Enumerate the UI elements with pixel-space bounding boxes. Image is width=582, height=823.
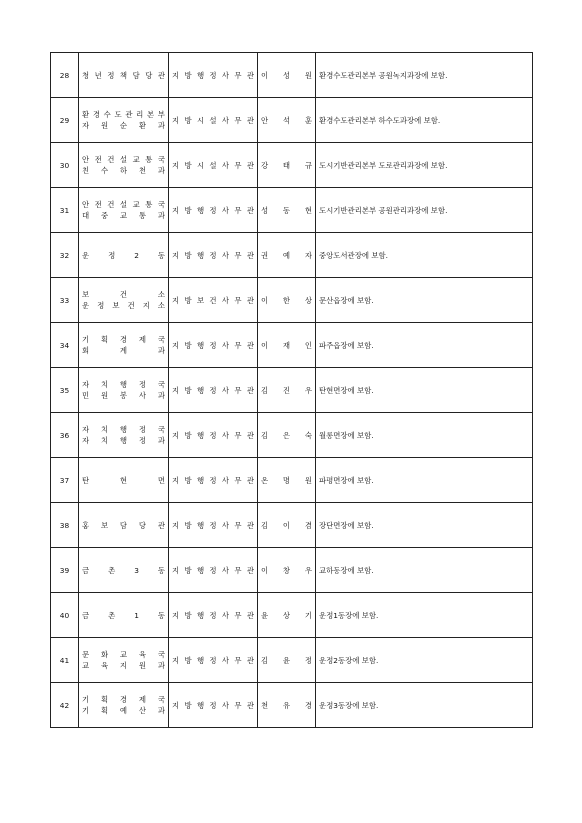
name-cell bbox=[258, 548, 316, 593]
row-number: 36 bbox=[51, 413, 79, 458]
position-cell bbox=[169, 278, 258, 323]
table-row bbox=[51, 188, 533, 233]
row-number: 39 bbox=[51, 548, 79, 593]
person-name: 김 윤 정 bbox=[261, 655, 312, 665]
assignment-note: 운정1동장에 보함. bbox=[316, 593, 533, 638]
person-name: 윤 상 기 bbox=[261, 610, 312, 620]
department-cell bbox=[79, 638, 169, 683]
name-cell bbox=[258, 413, 316, 458]
position-text: 지 방 시 설 사 무 관 bbox=[172, 160, 254, 170]
assignment-note: 탄현면장에 보함. bbox=[316, 368, 533, 413]
position-cell bbox=[169, 188, 258, 233]
position-cell bbox=[169, 593, 258, 638]
position-text: 지 방 행 정 사 무 관 bbox=[172, 250, 254, 260]
position-cell bbox=[169, 458, 258, 503]
assignment-note: 파평면장에 보함. bbox=[316, 458, 533, 503]
name-cell bbox=[258, 458, 316, 503]
table-row bbox=[51, 233, 533, 278]
name-cell bbox=[258, 278, 316, 323]
row-number: 32 bbox=[51, 233, 79, 278]
position-text: 지 방 행 정 사 무 관 bbox=[172, 430, 254, 440]
department-line: 금 촌 3 동 bbox=[82, 565, 165, 575]
department-line: 환 경 수 도 관 리 본 부 bbox=[82, 110, 165, 119]
position-cell bbox=[169, 503, 258, 548]
department-line: 보 건 소 bbox=[82, 290, 165, 299]
table-row bbox=[51, 503, 533, 548]
table-row bbox=[51, 638, 533, 683]
row-number: 28 bbox=[51, 53, 79, 98]
person-name: 권 예 자 bbox=[261, 250, 312, 260]
position-cell bbox=[169, 53, 258, 98]
position-cell bbox=[169, 413, 258, 458]
department-line: 운 정 보 건 지 소 bbox=[82, 301, 165, 310]
name-cell bbox=[258, 188, 316, 233]
position-cell bbox=[169, 233, 258, 278]
department-cell bbox=[79, 143, 169, 188]
department-cell bbox=[79, 233, 169, 278]
department-line: 교 육 지 원 과 bbox=[82, 661, 165, 670]
assignment-note: 운정2동장에 보함. bbox=[316, 638, 533, 683]
name-cell bbox=[258, 233, 316, 278]
department-cell bbox=[79, 98, 169, 143]
row-number: 34 bbox=[51, 323, 79, 368]
person-name: 김 은 숙 bbox=[261, 430, 312, 440]
department-line: 기 획 경 제 국 bbox=[82, 335, 165, 344]
row-number: 30 bbox=[51, 143, 79, 188]
department-cell bbox=[79, 323, 169, 368]
table-row bbox=[51, 548, 533, 593]
personnel-table bbox=[50, 52, 533, 728]
personnel-table-body bbox=[51, 53, 533, 728]
person-name: 이 한 상 bbox=[261, 295, 312, 305]
name-cell bbox=[258, 368, 316, 413]
person-name: 온 명 원 bbox=[261, 475, 312, 485]
department-line: 대 중 교 통 과 bbox=[82, 211, 165, 220]
person-name: 성 동 현 bbox=[261, 205, 312, 215]
department-cell bbox=[79, 548, 169, 593]
row-number: 31 bbox=[51, 188, 79, 233]
name-cell bbox=[258, 98, 316, 143]
name-cell bbox=[258, 593, 316, 638]
table-row bbox=[51, 458, 533, 503]
department-line: 탄 현 면 bbox=[82, 475, 165, 485]
assignment-note: 문산읍장에 보함. bbox=[316, 278, 533, 323]
position-text: 지 방 행 정 사 무 관 bbox=[172, 520, 254, 530]
position-text: 지 방 행 정 사 무 관 bbox=[172, 205, 254, 215]
department-line: 문 화 교 육 국 bbox=[82, 650, 165, 659]
department-line: 회 계 과 bbox=[82, 346, 165, 355]
position-text: 지 방 시 설 사 무 관 bbox=[172, 115, 254, 125]
name-cell bbox=[258, 503, 316, 548]
person-name: 이 성 원 bbox=[261, 70, 312, 80]
person-name: 김 진 우 bbox=[261, 385, 312, 395]
position-text: 지 방 행 정 사 무 관 bbox=[172, 565, 254, 575]
row-number: 40 bbox=[51, 593, 79, 638]
position-text: 지 방 행 정 사 무 관 bbox=[172, 610, 254, 620]
position-cell bbox=[169, 548, 258, 593]
person-name: 김 이 겸 bbox=[261, 520, 312, 530]
table-row bbox=[51, 278, 533, 323]
department-line: 자 원 순 환 과 bbox=[82, 121, 165, 130]
position-text: 지 방 행 정 사 무 관 bbox=[172, 385, 254, 395]
person-name: 강 태 규 bbox=[261, 160, 312, 170]
row-number: 35 bbox=[51, 368, 79, 413]
person-name: 안 석 훈 bbox=[261, 115, 312, 125]
table-row bbox=[51, 143, 533, 188]
position-text: 지 방 행 정 사 무 관 bbox=[172, 700, 254, 710]
department-line: 홍 보 담 당 관 bbox=[82, 520, 165, 530]
assignment-note: 운정3동장에 보함. bbox=[316, 683, 533, 728]
name-cell bbox=[258, 323, 316, 368]
table-row bbox=[51, 593, 533, 638]
table-row bbox=[51, 683, 533, 728]
position-text: 지 방 행 정 사 무 관 bbox=[172, 475, 254, 485]
name-cell bbox=[258, 143, 316, 188]
department-line: 자 치 행 정 국 bbox=[82, 425, 165, 434]
department-line: 금 촌 1 동 bbox=[82, 610, 165, 620]
position-text: 지 방 행 정 사 무 관 bbox=[172, 340, 254, 350]
department-cell bbox=[79, 368, 169, 413]
position-cell bbox=[169, 98, 258, 143]
position-text: 지 방 보 건 사 무 관 bbox=[172, 295, 254, 305]
department-line: 자 치 행 정 국 bbox=[82, 380, 165, 389]
department-line: 운 정 2 동 bbox=[82, 250, 165, 260]
row-number: 41 bbox=[51, 638, 79, 683]
assignment-note: 환경수도관리본부 공원녹지과장에 보함. bbox=[316, 53, 533, 98]
department-cell bbox=[79, 53, 169, 98]
position-cell bbox=[169, 323, 258, 368]
person-name: 천 유 경 bbox=[261, 700, 312, 710]
table-row bbox=[51, 98, 533, 143]
department-line: 민 원 봉 사 과 bbox=[82, 391, 165, 400]
name-cell bbox=[258, 638, 316, 683]
department-line: 청 년 정 책 담 당 관 bbox=[82, 70, 165, 80]
row-number: 29 bbox=[51, 98, 79, 143]
position-cell bbox=[169, 368, 258, 413]
department-line: 안 전 건 설 교 통 국 bbox=[82, 200, 165, 209]
assignment-note: 월롱면장에 보함. bbox=[316, 413, 533, 458]
department-line: 친 수 하 천 과 bbox=[82, 166, 165, 175]
assignment-note: 환경수도관리본부 하수도과장에 보함. bbox=[316, 98, 533, 143]
position-text: 지 방 행 정 사 무 관 bbox=[172, 655, 254, 665]
department-cell bbox=[79, 278, 169, 323]
department-cell bbox=[79, 413, 169, 458]
row-number: 42 bbox=[51, 683, 79, 728]
assignment-note: 파주읍장에 보함. bbox=[316, 323, 533, 368]
department-cell bbox=[79, 458, 169, 503]
position-cell bbox=[169, 683, 258, 728]
position-text: 지 방 행 정 사 무 관 bbox=[172, 70, 254, 80]
person-name: 이 창 우 bbox=[261, 565, 312, 575]
name-cell bbox=[258, 53, 316, 98]
department-line: 자 치 행 정 과 bbox=[82, 436, 165, 445]
row-number: 37 bbox=[51, 458, 79, 503]
department-cell bbox=[79, 188, 169, 233]
department-line: 안 전 건 설 교 통 국 bbox=[82, 155, 165, 164]
name-cell bbox=[258, 683, 316, 728]
table-row bbox=[51, 323, 533, 368]
assignment-note: 장단면장에 보함. bbox=[316, 503, 533, 548]
department-line: 기 획 경 제 국 bbox=[82, 695, 165, 704]
department-line: 기 획 예 산 과 bbox=[82, 706, 165, 715]
position-cell bbox=[169, 638, 258, 683]
department-cell bbox=[79, 593, 169, 638]
row-number: 38 bbox=[51, 503, 79, 548]
assignment-note: 도시기반관리본부 공원관리과장에 보함. bbox=[316, 188, 533, 233]
row-number: 33 bbox=[51, 278, 79, 323]
table-row bbox=[51, 53, 533, 98]
assignment-note: 도시기반관리본부 도로관리과장에 보함. bbox=[316, 143, 533, 188]
table-row bbox=[51, 413, 533, 458]
department-cell bbox=[79, 683, 169, 728]
assignment-note: 중앙도서관장에 보함. bbox=[316, 233, 533, 278]
table-row bbox=[51, 368, 533, 413]
assignment-note: 교하동장에 보함. bbox=[316, 548, 533, 593]
position-cell bbox=[169, 143, 258, 188]
person-name: 이 재 인 bbox=[261, 340, 312, 350]
department-cell bbox=[79, 503, 169, 548]
